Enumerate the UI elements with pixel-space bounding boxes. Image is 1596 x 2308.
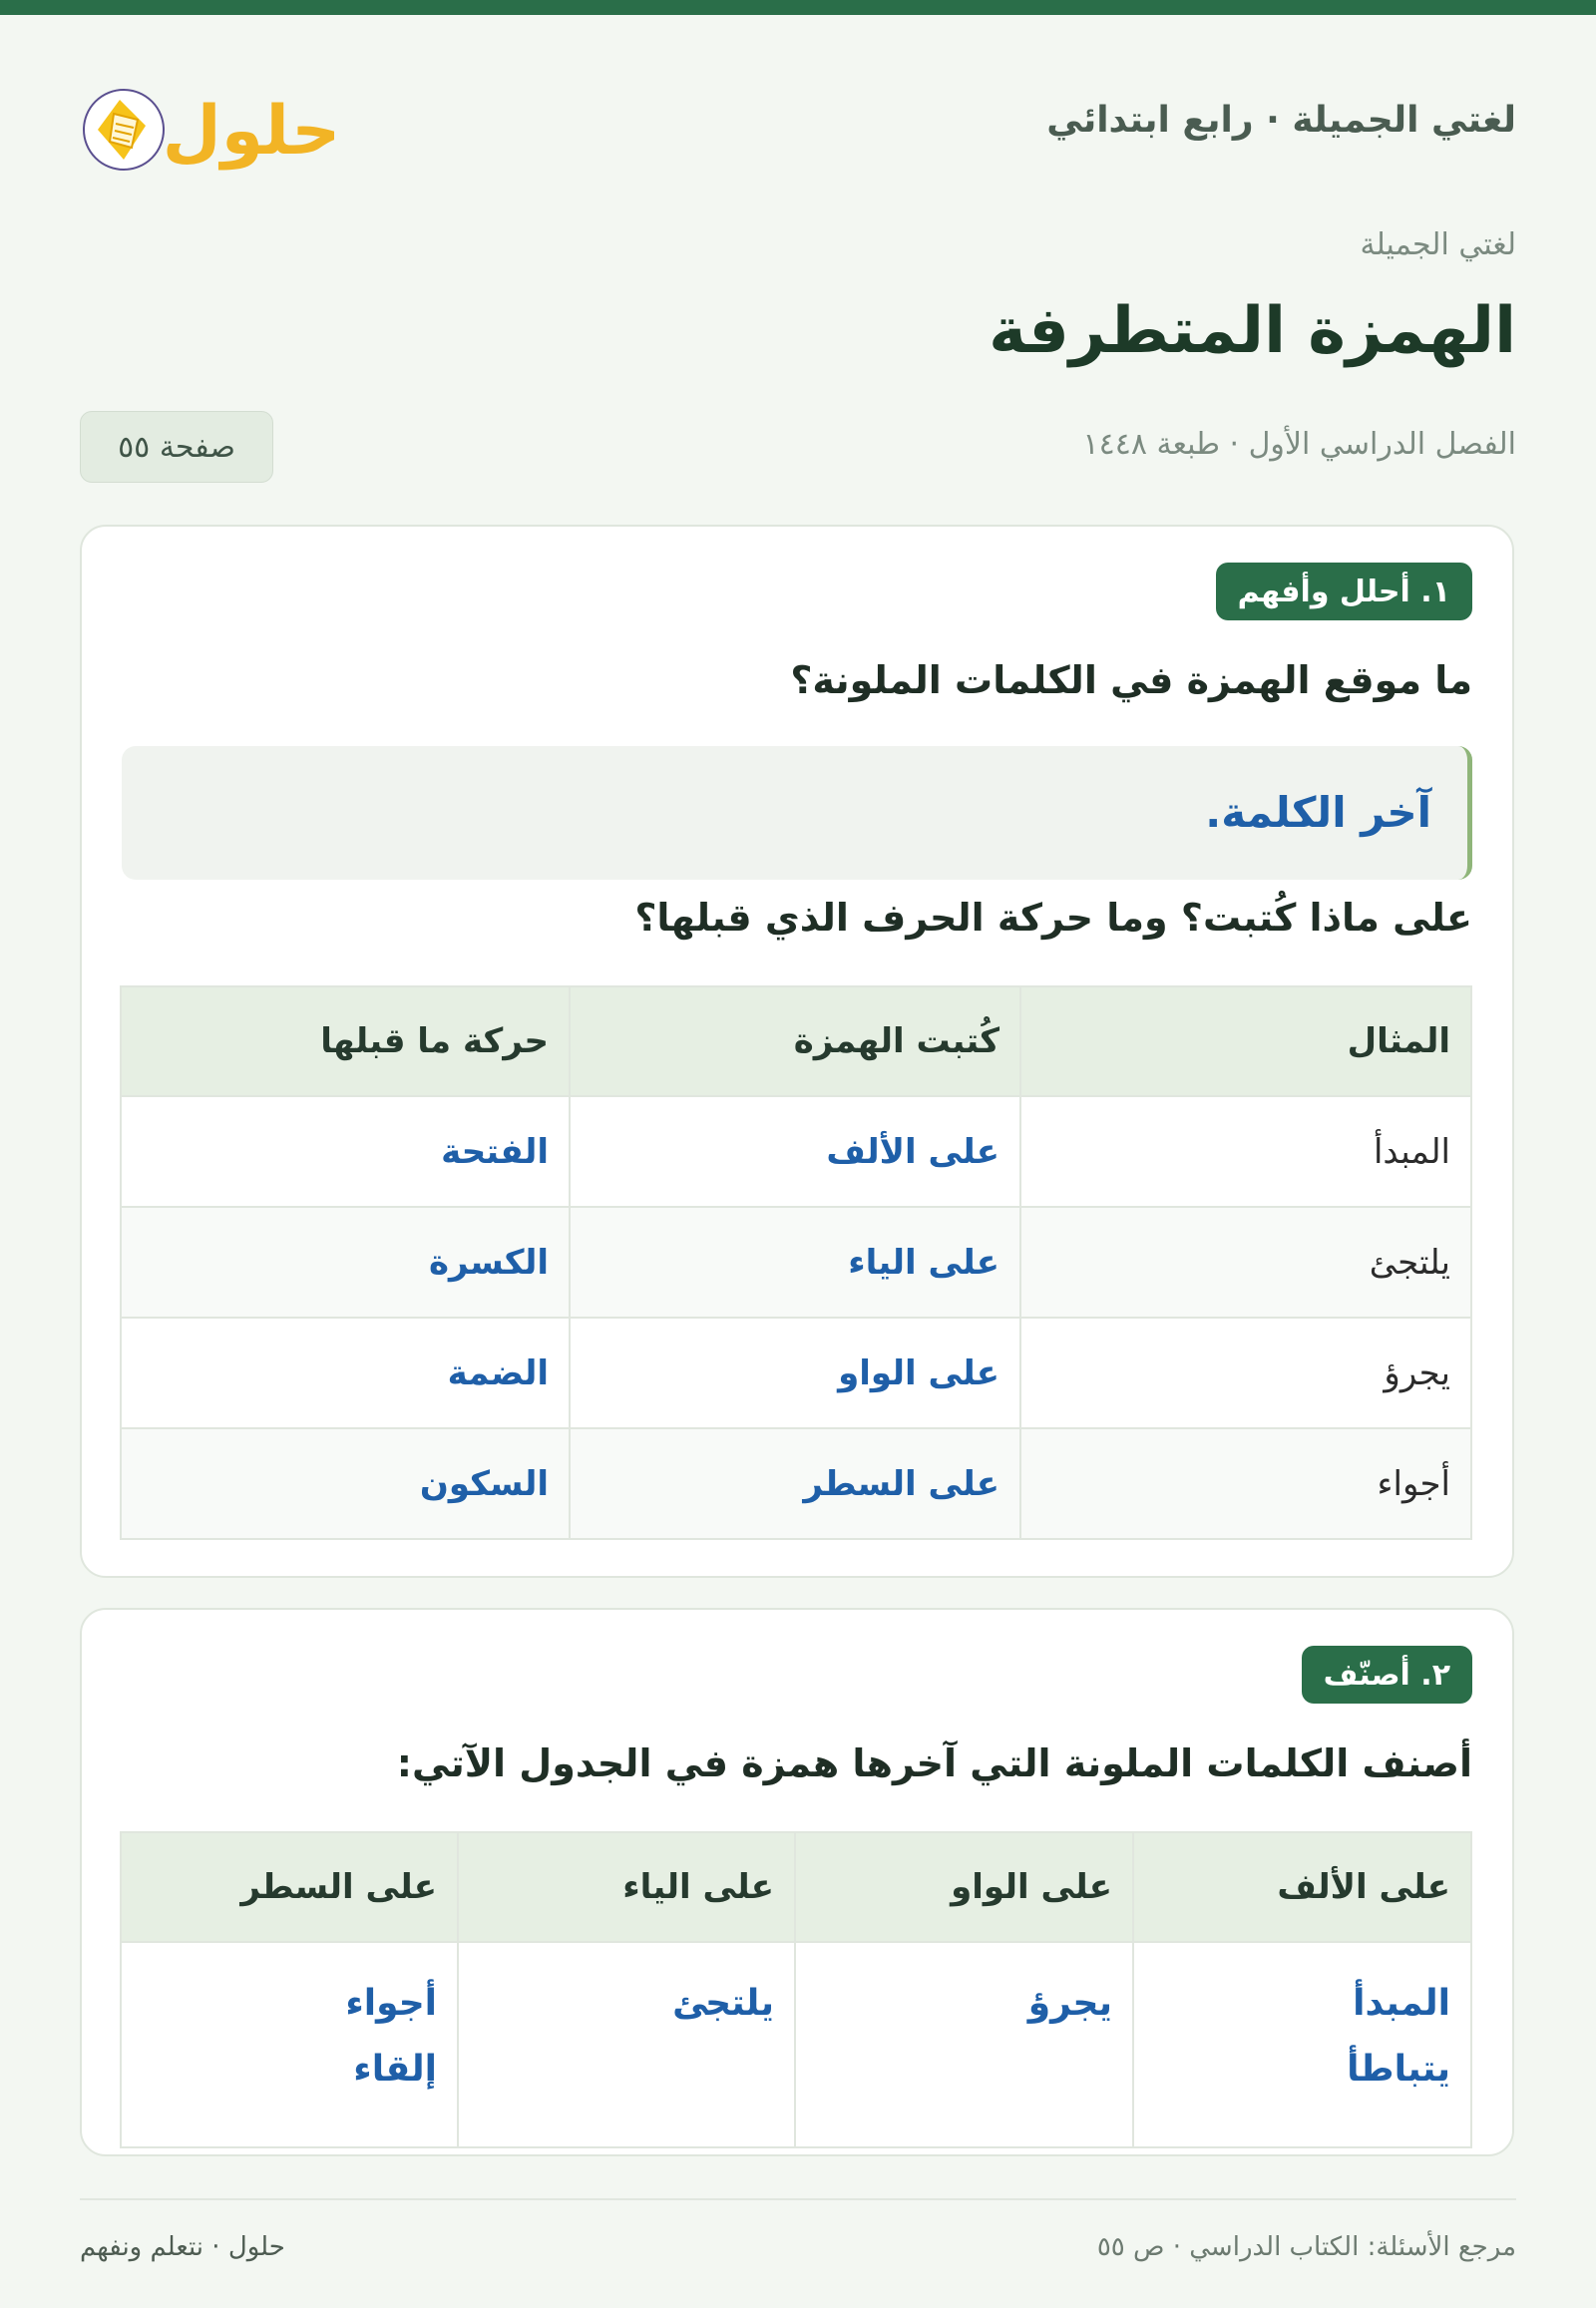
table-header-row xyxy=(121,986,1471,1096)
hamza-analysis-table xyxy=(120,985,1472,1540)
example-word: يجرؤ xyxy=(1020,1318,1471,1428)
answer-text: آخر الكلمة. xyxy=(1205,788,1431,837)
column-header: على الألف xyxy=(1133,1832,1471,1942)
hamza-seat: على الياء xyxy=(570,1207,1020,1318)
classified-word: يتباطأ xyxy=(1347,2049,1450,2090)
footer-tagline: حلول · نتعلم ونفهم xyxy=(80,2232,285,2262)
column-header: على الياء xyxy=(458,1832,795,1942)
ya-words-cell xyxy=(458,1942,795,2147)
preceding-vowel: الضمة xyxy=(121,1318,570,1428)
term-label: الفصل الدراسي الأول · طبعة ١٤٤٨ xyxy=(1082,427,1516,462)
page-header xyxy=(80,64,1516,188)
footer-divider xyxy=(80,2198,1516,2200)
example-word: أجواء xyxy=(1020,1428,1471,1539)
answer-box xyxy=(122,746,1472,880)
section-chip: ١. أحلل وأفهم xyxy=(1216,563,1472,620)
brand-line: لغتي الجميلة · رابع ابتدائي xyxy=(1046,100,1516,141)
table-header-row xyxy=(121,1832,1471,1942)
classified-word: يلتجئ xyxy=(672,1983,774,2024)
preceding-vowel: الكسرة xyxy=(121,1207,570,1318)
hamza-seat: على السطر xyxy=(570,1428,1020,1539)
page-number-badge: صفحة ٥٥ xyxy=(80,411,273,483)
top-accent-bar xyxy=(0,0,1596,15)
classified-word: المبدأ xyxy=(1353,1983,1450,2024)
subject-label: لغتي الجميلة xyxy=(1360,227,1516,262)
alif-words-cell xyxy=(1133,1942,1471,2147)
line-words-cell xyxy=(121,1942,458,2147)
table-row xyxy=(121,1942,1471,2147)
example-word: يلتجئ xyxy=(1020,1207,1471,1318)
classify-question: أصنف الكلمات الملونة التي آخرها همزة في الجدول الآتي: xyxy=(396,1741,1472,1785)
column-header: المثال xyxy=(1020,986,1471,1096)
analyze-section-card xyxy=(80,525,1514,1578)
logo-text: حلول xyxy=(162,92,341,171)
column-header: كُتبت الهمزة xyxy=(570,986,1020,1096)
classified-word: يجرؤ xyxy=(1027,1983,1112,2024)
classification-table xyxy=(120,1831,1472,2148)
preceding-vowel: الفتحة xyxy=(121,1096,570,1207)
hamza-seat: على الواو xyxy=(570,1318,1020,1428)
waw-words-cell xyxy=(795,1942,1133,2147)
classify-section-card xyxy=(80,1608,1514,2156)
preceding-vowel: السكون xyxy=(121,1428,570,1539)
hulool-logo xyxy=(80,84,359,176)
footer-reference: مرجع الأسئلة: الكتاب الدراسي · ص ٥٥ xyxy=(1096,2232,1516,2262)
hamza-seat: على الألف xyxy=(570,1096,1020,1207)
question-position: ما موقع الهمزة في الكلمات الملونة؟ xyxy=(790,658,1472,702)
classified-word: أجواء xyxy=(345,1983,437,2024)
table-row xyxy=(121,1318,1471,1428)
column-header: على السطر xyxy=(121,1832,458,1942)
column-header: على الواو xyxy=(795,1832,1133,1942)
classified-word: إلقاء xyxy=(353,2049,437,2090)
section-chip: ٢. أصنّف xyxy=(1302,1646,1472,1704)
example-word: المبدأ xyxy=(1020,1096,1471,1207)
page-title: الهمزة المتطرفة xyxy=(989,294,1516,368)
table-row xyxy=(121,1207,1471,1318)
table-row xyxy=(121,1428,1471,1539)
table-row xyxy=(121,1096,1471,1207)
question-writing: على ماذا كُتبت؟ وما حركة الحرف الذي قبلها؟ xyxy=(634,896,1472,940)
column-header: حركة ما قبلها xyxy=(121,986,570,1096)
